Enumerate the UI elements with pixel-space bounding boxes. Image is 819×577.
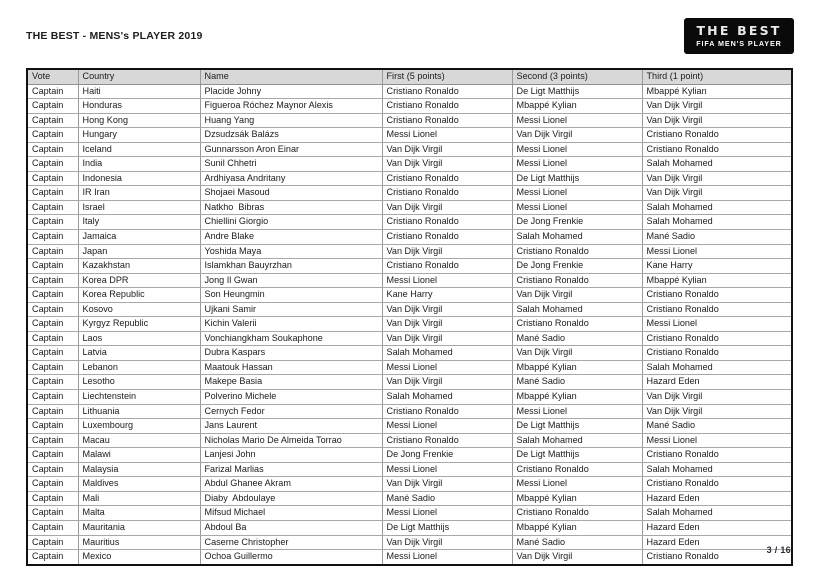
cell-name: Dubra Kaspars [200,346,382,361]
cell-vote: Captain [28,186,78,201]
table-row [28,215,791,230]
cell-vote: Captain [28,360,78,375]
cell-vote: Captain [28,433,78,448]
cell-second-vote: De Ligt Matthijs [512,448,642,463]
page-number: 3 / 16 [766,545,791,555]
cell-country: Macau [78,433,200,448]
cell-first-vote: Salah Mohamed [382,390,512,405]
cell-country: Italy [78,215,200,230]
cell-name: Kichin Valerii [200,317,382,332]
cell-name: Andre Blake [200,230,382,245]
cell-third-vote: Salah Mohamed [642,200,791,215]
cell-vote: Captain [28,259,78,274]
cell-name: Huang Yang [200,113,382,128]
cell-third-vote: Messi Lionel [642,317,791,332]
cell-first-vote: Van Dijk Virgil [382,302,512,317]
cell-country: Korea DPR [78,273,200,288]
table-row [28,259,791,274]
cell-third-vote: Mbappé Kylian [642,273,791,288]
table-row [28,302,791,317]
table-row [28,171,791,186]
table-row [28,113,791,128]
cell-vote: Captain [28,200,78,215]
table-row [28,346,791,361]
column-header-name: Name [200,70,382,84]
cell-name: Lanjesi John [200,448,382,463]
cell-country: Mexico [78,550,200,564]
cell-first-vote: Mané Sadio [382,491,512,506]
cell-third-vote: Mbappé Kylian [642,84,791,99]
cell-name: Jong Il Gwan [200,273,382,288]
cell-third-vote: Cristiano Ronaldo [642,302,791,317]
table-row [28,462,791,477]
cell-name: Dzsudzsák Balázs [200,128,382,143]
cell-first-vote: Messi Lionel [382,462,512,477]
cell-name: Vonchiangkham Soukaphone [200,331,382,346]
table-header-row [28,70,791,84]
table-row [28,360,791,375]
cell-third-vote: Van Dijk Virgil [642,186,791,201]
cell-third-vote: Van Dijk Virgil [642,390,791,405]
table-header [28,70,791,84]
cell-first-vote: Van Dijk Virgil [382,200,512,215]
table-row [28,390,791,405]
column-header-vote: Vote [28,70,78,84]
cell-name: Sunil Chhetri [200,157,382,172]
cell-country: Mali [78,491,200,506]
cell-country: Malta [78,506,200,521]
cell-country: IR Iran [78,186,200,201]
cell-first-vote: Messi Lionel [382,419,512,434]
table-row [28,419,791,434]
cell-second-vote: Mané Sadio [512,331,642,346]
table-row [28,230,791,245]
cell-third-vote: Salah Mohamed [642,215,791,230]
cell-second-vote: Mbappé Kylian [512,360,642,375]
cell-third-vote: Mané Sadio [642,230,791,245]
cell-name: Cernych Fedor [200,404,382,419]
cell-second-vote: Messi Lionel [512,113,642,128]
cell-second-vote: Van Dijk Virgil [512,346,642,361]
cell-first-vote: Cristiano Ronaldo [382,404,512,419]
cell-third-vote: Hazard Eden [642,375,791,390]
cell-vote: Captain [28,375,78,390]
cell-third-vote: Van Dijk Virgil [642,113,791,128]
cell-second-vote: Messi Lionel [512,186,642,201]
cell-vote: Captain [28,128,78,143]
cell-name: Shojaei Masoud [200,186,382,201]
cell-second-vote: Messi Lionel [512,477,642,492]
cell-name: Islamkhan Bauyrzhan [200,259,382,274]
column-header-first: First (5 points) [382,70,512,84]
cell-vote: Captain [28,346,78,361]
cell-vote: Captain [28,157,78,172]
cell-second-vote: Van Dijk Virgil [512,550,642,564]
cell-third-vote: Hazard Eden [642,491,791,506]
cell-country: Kyrgyz Republic [78,317,200,332]
cell-name: Abdul Ghanee Akram [200,477,382,492]
column-header-second: Second (3 points) [512,70,642,84]
cell-name: Ujkani Samir [200,302,382,317]
cell-name: Nicholas Mario De Almeida Torrao [200,433,382,448]
cell-vote: Captain [28,302,78,317]
cell-second-vote: Mané Sadio [512,535,642,550]
cell-third-vote: Cristiano Ronaldo [642,142,791,157]
page-title: THE BEST - MENS's PLAYER 2019 [26,30,203,42]
cell-vote: Captain [28,331,78,346]
table-row [28,550,791,564]
cell-first-vote: Van Dijk Virgil [382,142,512,157]
cell-vote: Captain [28,491,78,506]
cell-name: Jans Laurent [200,419,382,434]
cell-vote: Captain [28,244,78,259]
cell-country: Mauritania [78,520,200,535]
table-row [28,186,791,201]
cell-country: Malawi [78,448,200,463]
cell-third-vote: Cristiano Ronaldo [642,128,791,143]
cell-second-vote: Cristiano Ronaldo [512,273,642,288]
cell-second-vote: Mbappé Kylian [512,99,642,114]
cell-first-vote: Cristiano Ronaldo [382,215,512,230]
cell-vote: Captain [28,273,78,288]
cell-second-vote: De Ligt Matthijs [512,84,642,99]
cell-name: Abdoul Ba [200,520,382,535]
cell-second-vote: Mané Sadio [512,375,642,390]
cell-country: Malaysia [78,462,200,477]
table-row [28,317,791,332]
cell-name: Placide Johny [200,84,382,99]
cell-third-vote: Cristiano Ronaldo [642,346,791,361]
cell-name: Makepe Basia [200,375,382,390]
cell-third-vote: Messi Lionel [642,244,791,259]
cell-name: Farizal Marlias [200,462,382,477]
cell-third-vote: Van Dijk Virgil [642,404,791,419]
table-row [28,200,791,215]
cell-first-vote: De Jong Frenkie [382,448,512,463]
table-row [28,244,791,259]
cell-name: Polverino Michele [200,390,382,405]
cell-name: Maatouk Hassan [200,360,382,375]
cell-name: Son Heungmin [200,288,382,303]
cell-country: Haiti [78,84,200,99]
table-row [28,520,791,535]
cell-country: Iceland [78,142,200,157]
cell-country: Kazakhstan [78,259,200,274]
table-row [28,157,791,172]
cell-vote: Captain [28,550,78,564]
cell-first-vote: Messi Lionel [382,273,512,288]
cell-name: Caserne Christopher [200,535,382,550]
votes-table-container [26,68,793,566]
cell-vote: Captain [28,477,78,492]
cell-country: Israel [78,200,200,215]
cell-vote: Captain [28,448,78,463]
table-row [28,128,791,143]
cell-first-vote: Messi Lionel [382,506,512,521]
cell-second-vote: Messi Lionel [512,142,642,157]
cell-name: Gunnarsson Aron Einar [200,142,382,157]
cell-first-vote: Messi Lionel [382,128,512,143]
logo-primary-text: THE BEST [696,23,782,39]
table-row [28,535,791,550]
cell-vote: Captain [28,171,78,186]
cell-name: Natkho Bibras [200,200,382,215]
table-row [28,404,791,419]
logo-secondary-text: FIFA MEN'S PLAYER [696,38,782,48]
cell-first-vote: De Ligt Matthijs [382,520,512,535]
table-row [28,477,791,492]
cell-vote: Captain [28,317,78,332]
cell-vote: Captain [28,419,78,434]
cell-second-vote: Mbappé Kylian [512,491,642,506]
cell-second-vote: Cristiano Ronaldo [512,317,642,332]
cell-vote: Captain [28,113,78,128]
table-row [28,448,791,463]
cell-third-vote: Messi Lionel [642,433,791,448]
cell-second-vote: Messi Lionel [512,200,642,215]
cell-first-vote: Van Dijk Virgil [382,331,512,346]
cell-country: Lesotho [78,375,200,390]
cell-vote: Captain [28,404,78,419]
cell-name: Figueroa Róchez Maynor Alexis [200,99,382,114]
cell-third-vote: Cristiano Ronaldo [642,477,791,492]
cell-first-vote: Messi Lionel [382,550,512,564]
cell-country: Latvia [78,346,200,361]
cell-third-vote: Mané Sadio [642,419,791,434]
table-row [28,142,791,157]
cell-first-vote: Cristiano Ronaldo [382,433,512,448]
table-body [28,84,791,564]
cell-country: Lithuania [78,404,200,419]
cell-vote: Captain [28,462,78,477]
cell-vote: Captain [28,99,78,114]
cell-country: Maldives [78,477,200,492]
cell-second-vote: De Jong Frenkie [512,215,642,230]
cell-country: Jamaica [78,230,200,245]
cell-name: Ochoa Guillermo [200,550,382,564]
table-row [28,506,791,521]
cell-first-vote: Kane Harry [382,288,512,303]
table-row [28,99,791,114]
cell-country: Japan [78,244,200,259]
table-row [28,331,791,346]
table-row [28,288,791,303]
cell-country: Laos [78,331,200,346]
cell-first-vote: Van Dijk Virgil [382,477,512,492]
cell-second-vote: Messi Lionel [512,404,642,419]
fifa-the-best-logo [684,18,794,54]
cell-second-vote: Messi Lionel [512,157,642,172]
cell-name: Yoshida Maya [200,244,382,259]
cell-first-vote: Cristiano Ronaldo [382,230,512,245]
cell-third-vote: Van Dijk Virgil [642,99,791,114]
table-row [28,375,791,390]
table-row [28,84,791,99]
table-row [28,273,791,288]
cell-first-vote: Cristiano Ronaldo [382,84,512,99]
cell-second-vote: Salah Mohamed [512,433,642,448]
cell-first-vote: Cristiano Ronaldo [382,186,512,201]
cell-country: Hungary [78,128,200,143]
cell-third-vote: Hazard Eden [642,520,791,535]
cell-third-vote: Salah Mohamed [642,157,791,172]
cell-first-vote: Van Dijk Virgil [382,535,512,550]
cell-country: Korea Republic [78,288,200,303]
cell-first-vote: Cristiano Ronaldo [382,113,512,128]
cell-vote: Captain [28,230,78,245]
cell-second-vote: Cristiano Ronaldo [512,506,642,521]
cell-vote: Captain [28,288,78,303]
cell-second-vote: Van Dijk Virgil [512,288,642,303]
cell-third-vote: Van Dijk Virgil [642,171,791,186]
cell-first-vote: Cristiano Ronaldo [382,259,512,274]
cell-name: Ardhiyasa Andritany [200,171,382,186]
cell-country: Kosovo [78,302,200,317]
cell-first-vote: Salah Mohamed [382,346,512,361]
table-row [28,433,791,448]
table-row [28,491,791,506]
cell-first-vote: Van Dijk Virgil [382,375,512,390]
cell-third-vote: Salah Mohamed [642,360,791,375]
cell-vote: Captain [28,142,78,157]
cell-vote: Captain [28,215,78,230]
cell-second-vote: Van Dijk Virgil [512,128,642,143]
cell-second-vote: De Ligt Matthijs [512,171,642,186]
cell-third-vote: Kane Harry [642,259,791,274]
cell-country: Lebanon [78,360,200,375]
column-header-third: Third (1 point) [642,70,791,84]
cell-vote: Captain [28,535,78,550]
cell-first-vote: Cristiano Ronaldo [382,99,512,114]
cell-country: Mauritius [78,535,200,550]
cell-name: Diaby Abdoulaye [200,491,382,506]
cell-name: Mifsud Michael [200,506,382,521]
cell-third-vote: Cristiano Ronaldo [646,551,719,562]
cell-second-vote: Cristiano Ronaldo [512,244,642,259]
cell-country: India [78,157,200,172]
cell-second-vote: Cristiano Ronaldo [512,462,642,477]
cell-third-vote: Cristiano Ronaldo [642,288,791,303]
cell-second-vote: Salah Mohamed [512,302,642,317]
cell-name: Chiellini Giorgio [200,215,382,230]
cell-country: Honduras [78,99,200,114]
cell-second-vote: De Ligt Matthijs [512,419,642,434]
cell-first-vote: Van Dijk Virgil [382,317,512,332]
cell-second-vote: Mbappé Kylian [512,520,642,535]
cell-country: Luxembourg [78,419,200,434]
cell-third-vote: Cristiano Ronaldo [642,331,791,346]
cell-country: Hong Kong [78,113,200,128]
cell-second-vote: Mbappé Kylian [512,390,642,405]
cell-third-vote: Salah Mohamed [642,462,791,477]
cell-first-vote: Van Dijk Virgil [382,244,512,259]
cell-third-vote: Salah Mohamed [642,506,791,521]
cell-first-vote: Messi Lionel [382,360,512,375]
cell-second-vote: De Jong Frenkie [512,259,642,274]
cell-third-vote: Cristiano Ronaldo [642,448,791,463]
cell-vote: Captain [28,84,78,99]
cell-vote: Captain [28,520,78,535]
cell-first-vote: Cristiano Ronaldo [382,171,512,186]
cell-country: Liechtenstein [78,390,200,405]
cell-third-vote: Hazard Eden [642,535,791,550]
column-header-country: Country [78,70,200,84]
cell-second-vote: Salah Mohamed [512,230,642,245]
cell-vote: Captain [28,390,78,405]
cell-country: Indonesia [78,171,200,186]
votes-table [28,70,791,564]
cell-first-vote: Van Dijk Virgil [382,157,512,172]
cell-vote: Captain [28,506,78,521]
